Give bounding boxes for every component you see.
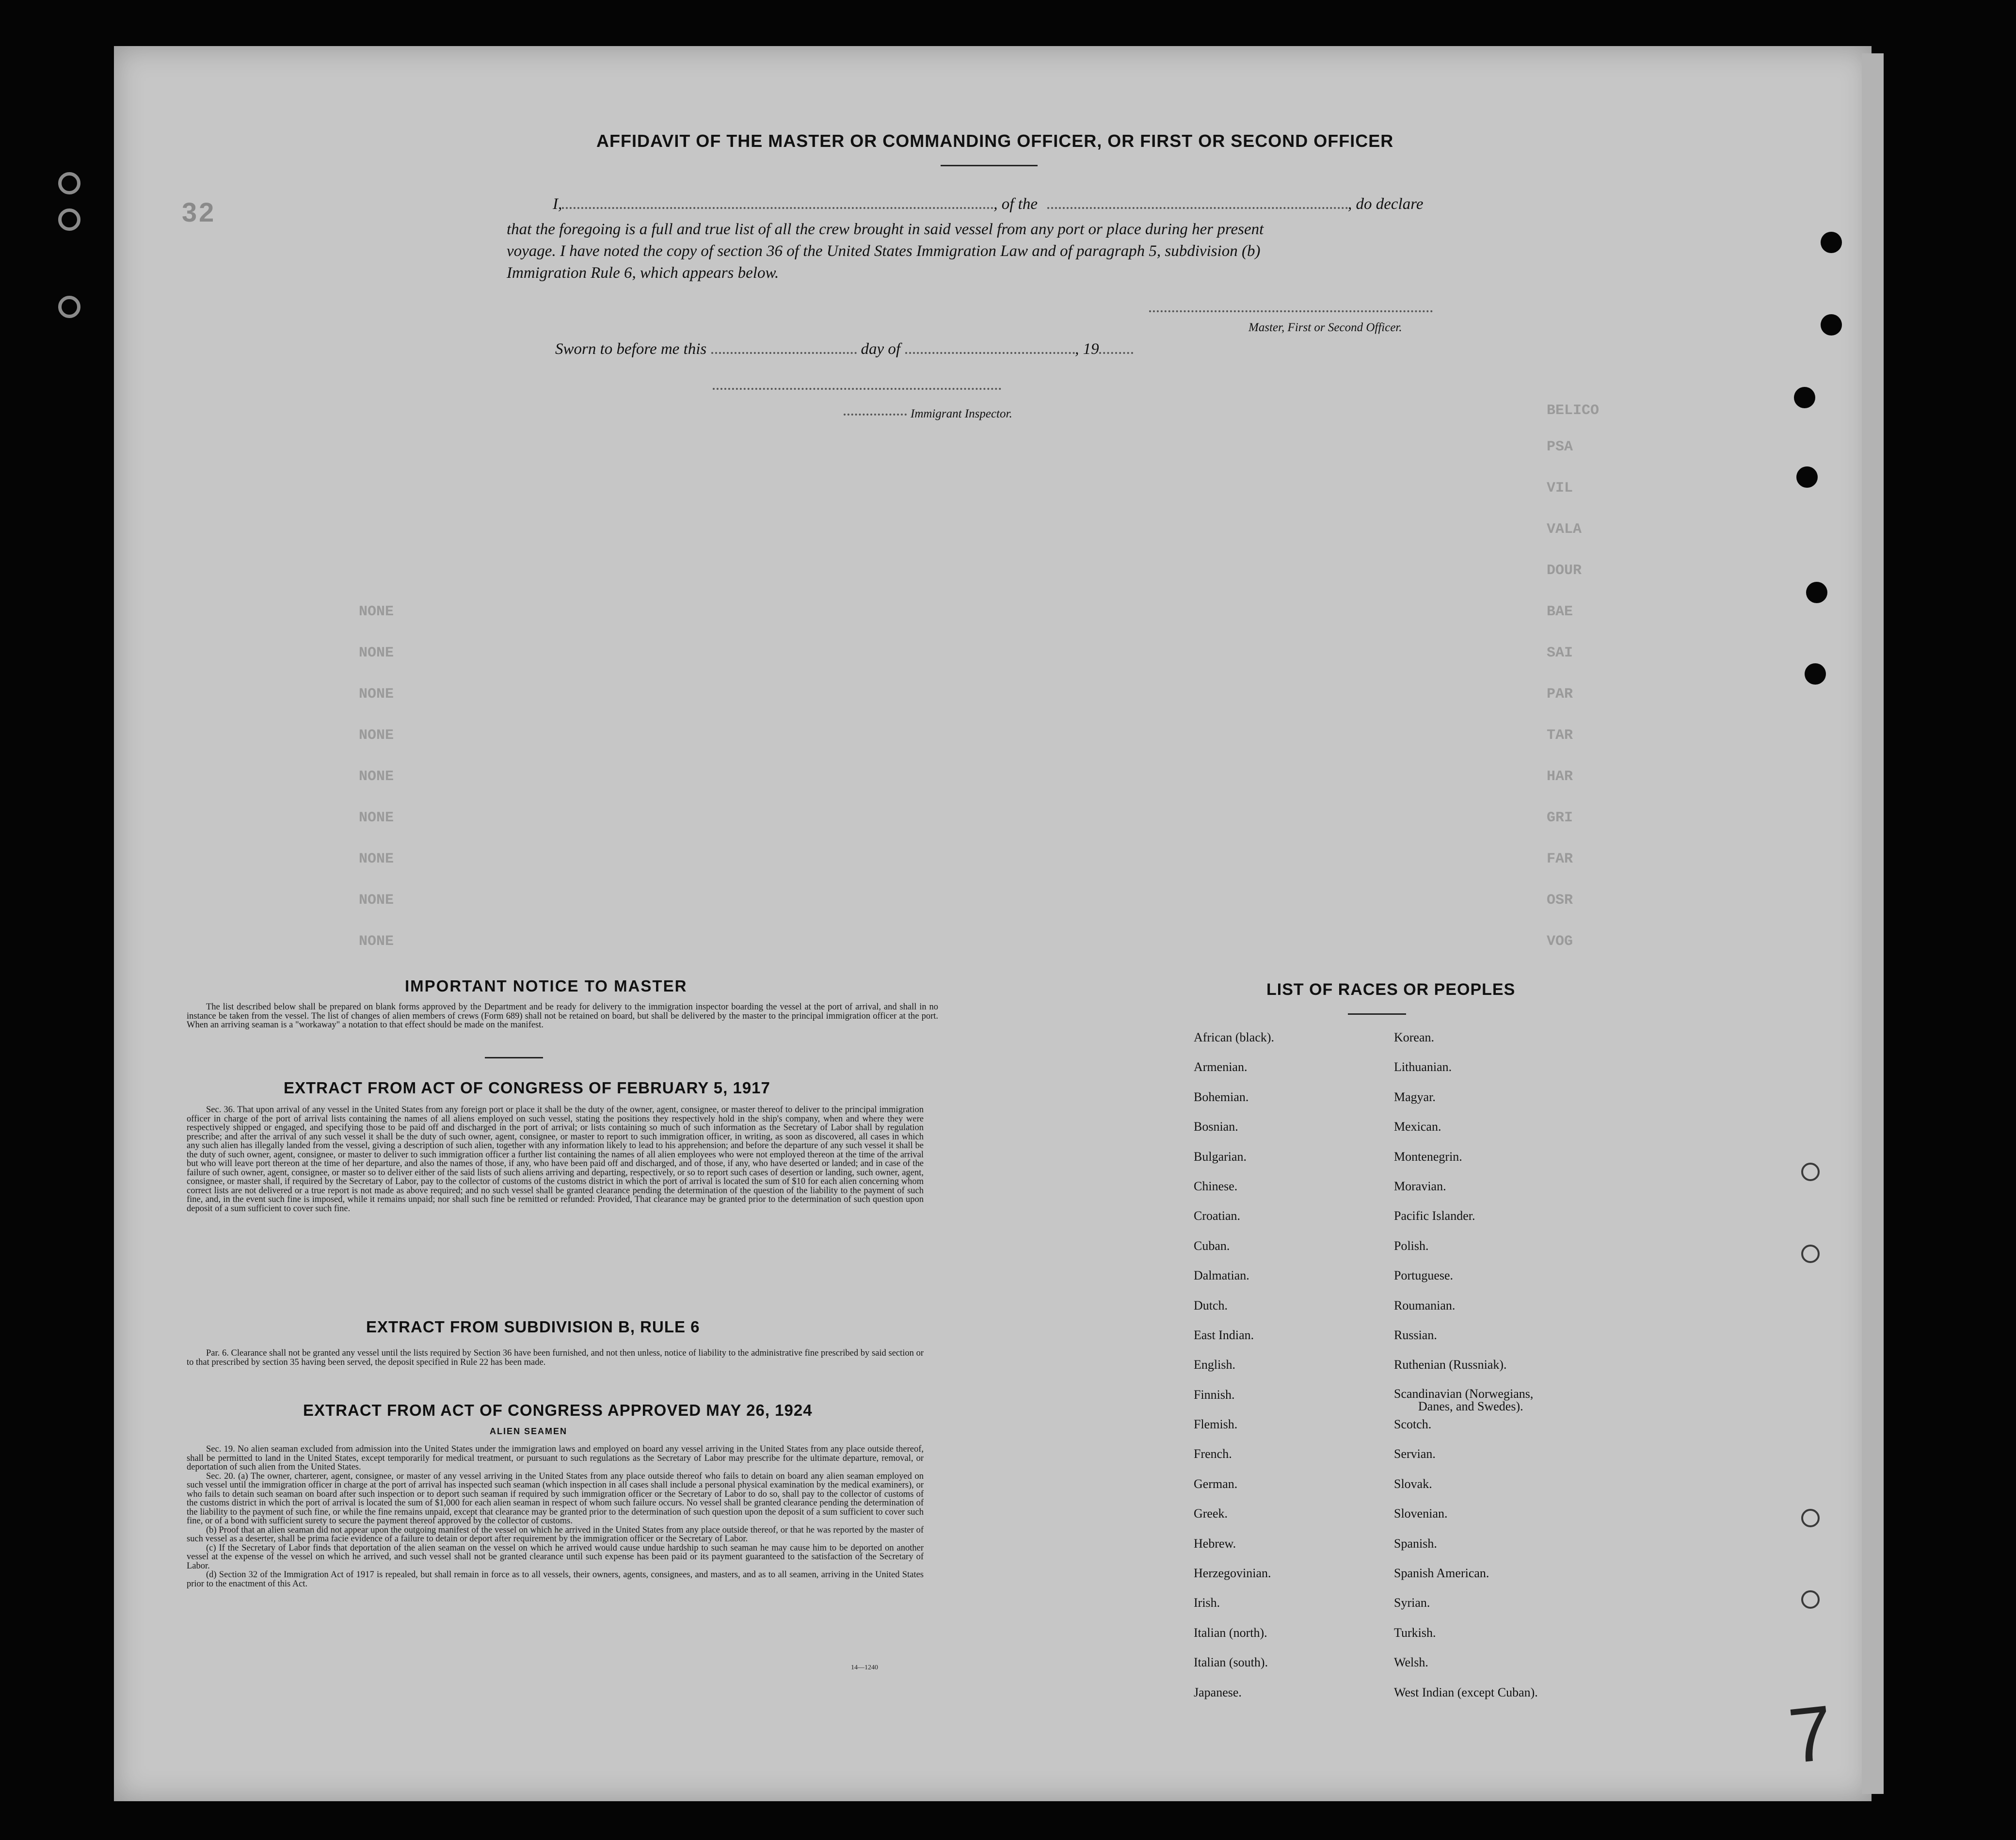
race-item: Korean.: [1394, 1030, 1435, 1044]
race-item: [1394, 1388, 1538, 1417]
punch-hole: [1805, 663, 1826, 685]
inspector-line: [713, 388, 1001, 390]
race-item: Turkish.: [1394, 1625, 1436, 1640]
bleed-through-text: NONE: [359, 892, 394, 909]
race-item-line: Danes, and Swedes).: [1418, 1399, 1523, 1413]
bleed-through-text: TAR: [1547, 727, 1573, 744]
race-item: Italian (north).: [1194, 1625, 1267, 1640]
rule6-body: Par. 6. Clearance shall not be granted any vessel until the lists required by Section 36 have been furnished, and not then unless, notice of liability to the administrative fine prescribed by said section or to that prescribed by section 35 having been served, the deposit specified in Rule 22 has been made.: [187, 1348, 924, 1367]
race-item: Russian.: [1394, 1328, 1437, 1342]
race-item: Bohemian.: [1194, 1089, 1249, 1104]
affidavit-line-2: that the foregoing is a full and true list of all the crew brought in said vessel from any port or place during her present: [507, 221, 1264, 238]
bleed-through-text: VOG: [1547, 933, 1573, 950]
punch-hole: [1806, 582, 1827, 603]
sworn-line: [555, 340, 1133, 358]
extract-1924-title: EXTRACT FROM ACT OF CONGRESS APPROVED MAY 26, 1924: [303, 1401, 813, 1419]
bleed-through-text: GRI: [1547, 810, 1573, 826]
notice-title: IMPORTANT NOTICE TO MASTER: [405, 977, 688, 995]
bleed-through-text: BELICO: [1547, 402, 1600, 419]
race-item: Montenegrin.: [1394, 1149, 1462, 1164]
punch-hole: [1794, 387, 1815, 408]
race-item: Greek.: [1194, 1506, 1228, 1521]
punch-hole: [1821, 232, 1842, 253]
race-item: Dutch.: [1194, 1298, 1228, 1312]
races-rule: [1348, 1013, 1406, 1015]
punch-hole: [1801, 1245, 1820, 1263]
notice-body: The list described below shall be prepared on blank forms approved by the Department and be ready for delivery to the immigration inspector boarding the vessel at the port of arrival, and shall in no instance be taken from the vessel. The list of changes of alien members of crews (Form 689) shall not be retained on board, but shall be delivered by the master to the principal immigration officer at the port. When an arriving seaman is a "workaway" a notation to that effect should be made on the manifest.: [187, 1002, 938, 1030]
day-blank: [711, 352, 857, 354]
race-item: French.: [1194, 1447, 1232, 1461]
race-item: Bosnian.: [1194, 1120, 1238, 1134]
page-edge: [1862, 53, 1884, 1794]
name-blank: [562, 207, 993, 209]
extract-1917-body: Sec. 36. That upon arrival of any vessel in the United States from any foreign port or place it shall be the duty of the owner, agent, consignee, or master thereof to deliver to the principal immigration officer in charge of the port of arrival lists containing the names of all aliens employed on such vessel, stating the positions they respectively hold in the ship's company, when and where they were respectively shipped or engaged, and specifying those to be paid off and discharged in the port of arrival; or lists containing so much of such information as the Secretary of Labor shall by regulation prescribe; and after the arrival of any such vessel it shall be the duty of such owner, agent, consignee, or master to report to such immigration officer, in writing, as soon as discovered, all cases in which any such alien has illegally landed from the vessel, giving a description of such alien, together with any information likely to lead to his apprehension; and before the departure of any such vessel it shall be the duty of such owner, agent, consignee, or master to deliver to such immigration officer a further list containing the names of all alien employees who were not employed thereon at the time of the arrival but who will leave port thereon at the time of her departure, and also the names of those, if any, who have been paid off and discharged, and of those, if any, who have deserted or landed; and in case of the failure of such owner, agent, consignee, or master so to deliver either of the said lists of such aliens arriving and departing, respectively, or so to report such cases of desertion or landing, such owner, agent, consignee, or master shall, if required by the Secretary of Labor, pay to the collector of customs of the customs district in which the port of arrival is located the sum of $10 for each alien concerning whom correct lists are not delivered or a true report is not made as above required; and no such vessel shall be granted clearance pending the determination of the question of the liability to the payment of such fine, and, in the event such fine is imposed, while it remains unpaid; nor shall such fine be remitted or refunded: Provided, That clearance may be granted prior to the determination of such question upon deposit of a sum sufficient to cover such fine.: [187, 1105, 924, 1214]
extract-1924-body: [187, 1445, 924, 1588]
i-label: I,: [553, 195, 562, 213]
bleed-through-text: NONE: [359, 645, 394, 661]
race-item: Dalmatian.: [1194, 1268, 1249, 1283]
do-declare-label: , do declare: [1347, 195, 1424, 213]
races-title: LIST OF RACES OR PEOPLES: [1266, 980, 1516, 999]
race-item: Bulgarian.: [1194, 1149, 1247, 1164]
race-item: Chinese.: [1194, 1179, 1238, 1193]
race-item: Irish.: [1194, 1596, 1220, 1610]
race-item: Magyar.: [1394, 1089, 1436, 1104]
extract-1924-paragraph: (d) Section 32 of the Immigration Act of 1917 is repealed, but shall remain in force as to all vessels, their owners, agents, consignees, and masters, and as to all seamen, arriving in the United States prior to the enactment of this Act.: [187, 1570, 924, 1589]
punch-hole: [1796, 466, 1818, 488]
punch-hole: [1821, 314, 1842, 336]
race-item: West Indian (except Cuban).: [1394, 1685, 1538, 1699]
race-item-line: Scandinavian (Norwegians,: [1394, 1386, 1534, 1401]
race-item: Herzegovinian.: [1194, 1566, 1271, 1581]
page-number-mark: 32: [182, 197, 216, 227]
master-signature-line: [1149, 310, 1433, 312]
race-item: Scotch.: [1394, 1417, 1432, 1432]
race-item: Portuguese.: [1394, 1268, 1454, 1283]
race-item: Slovak.: [1394, 1476, 1432, 1491]
day-of-label: day of: [861, 340, 901, 358]
of-the-label: , of the: [993, 195, 1038, 213]
alien-seamen-subtitle: ALIEN SEAMEN: [490, 1426, 568, 1436]
race-item: Italian (south).: [1194, 1655, 1268, 1670]
race-item: Finnish.: [1194, 1387, 1235, 1402]
punch-hole: [1801, 1509, 1820, 1527]
bleed-through-text: BAE: [1547, 604, 1573, 620]
races-right-column: [1394, 1030, 1538, 1715]
bleed-through-text: NONE: [359, 686, 394, 703]
binder-ring: [58, 296, 80, 318]
bleed-through-text: NONE: [359, 768, 394, 785]
bleed-through-text: DOUR: [1547, 562, 1582, 579]
race-item: Armenian.: [1194, 1060, 1248, 1074]
affidavit-line-1: [553, 195, 1423, 213]
handwritten-page-mark: 7: [1784, 1688, 1837, 1780]
race-item: German.: [1194, 1476, 1238, 1491]
race-item: Japanese.: [1194, 1685, 1242, 1699]
year-blank: [1099, 352, 1133, 354]
sworn-label: Sworn to before me this: [555, 340, 707, 358]
race-item: English.: [1194, 1358, 1235, 1372]
bleed-through-text: PSA: [1547, 439, 1573, 455]
extract-1924-paragraph: Sec. 19. No alien seaman excluded from admission into the United States under the immigration laws and employed on board any vessel arriving in the United States from any place outside thereof, shall be permitted to land in the United States, except temporarily for medical treatment, or pursuant to such regulations as the Secretary of Labor may prescribe for the ultimate departure, removal, or deportation of such alien from the United States.: [187, 1444, 924, 1472]
inspector-blank: [844, 414, 907, 416]
master-signature-label: Master, First or Second Officer.: [1248, 321, 1402, 334]
race-item: Roumanian.: [1394, 1298, 1456, 1312]
bleed-through-text: NONE: [359, 727, 394, 744]
punch-hole: [1801, 1163, 1820, 1181]
affidavit-title: AFFIDAVIT OF THE MASTER OR COMMANDING OFFICER, OR FIRST OR SECOND OFFICER: [596, 131, 1394, 151]
bleed-through-text: OSR: [1547, 892, 1573, 909]
rule6-title: EXTRACT FROM SUBDIVISION B, RULE 6: [366, 1318, 700, 1336]
race-item: Flemish.: [1194, 1417, 1238, 1432]
binder-ring: [58, 208, 80, 231]
extract-1917-title: EXTRACT FROM ACT OF CONGRESS OF FEBRUARY 5, 1917: [284, 1079, 770, 1097]
extract-1924-paragraph: Sec. 20. (a) The owner, charterer, agent, consignee, or master of any vessel arriving in the United States from any place outside thereof who fails to detain on board any alien seaman employed on such vessel until the immigration officer in charge at the port of arrival has inspected such seaman (which inspection in all cases shall include a personal physical examination by the medical examiners), or who fails to detain such seaman on board after such inspection or to deport such seaman if required by such immigration officer or the Secretary of Labor to do so, shall pay to the collector of customs of the customs district in which the port of arrival is located the sum of $1,000 for each alien seaman in respect of whom such failure occurs. No vessel shall be granted clearance pending the determination of the liability to the payment of such fine, or while the fine remains unpaid, except that clearance may be granted prior to the determination of such question upon the deposit of a sum sufficient to cover such fine, or of a bond with sufficient surety to secure the payment thereof approved by the collector of customs.: [187, 1471, 924, 1526]
race-item: Hebrew.: [1194, 1536, 1236, 1551]
race-item: Spanish.: [1394, 1536, 1437, 1551]
form-code: 14—1240: [851, 1664, 878, 1671]
affidavit-line-4: Immigration Rule 6, which appears below.: [507, 264, 779, 282]
race-item: Slovenian.: [1394, 1506, 1448, 1521]
bleed-through-text: VIL: [1547, 480, 1573, 496]
race-item: Cuban.: [1194, 1238, 1230, 1253]
bleed-through-text: HAR: [1547, 768, 1573, 785]
race-item: Welsh.: [1394, 1655, 1428, 1670]
race-item: Lithuanian.: [1394, 1060, 1452, 1074]
race-item: Mexican.: [1394, 1120, 1441, 1134]
inspector-text: Immigrant Inspector.: [911, 407, 1012, 420]
section-rule: [485, 1057, 543, 1058]
affidavit-line-3: voyage. I have noted the copy of section 36 of the United States Immigration Law and of paragraph 5, subdivision (b): [507, 242, 1261, 260]
year-label: , 19: [1075, 340, 1099, 358]
bleed-through-text: NONE: [359, 933, 394, 950]
race-item: Syrian.: [1394, 1596, 1430, 1610]
punch-hole: [1801, 1590, 1820, 1609]
bleed-through-text: VALA: [1547, 521, 1582, 538]
extract-1924-paragraph: (b) Proof that an alien seaman did not appear upon the outgoing manifest of the vessel on which he arrived in the United States from any place outside thereof, or that he was reported by the master of such vessel as a deserter, shall be prima facie evidence of a failure to detain or deport after requirement by the immigration officer or the Secretary of Labor.: [187, 1525, 924, 1544]
bleed-through-text: NONE: [359, 604, 394, 620]
binder-ring: [58, 172, 80, 194]
extract-1924-paragraph: (c) If the Secretary of Labor finds that deportation of the alien seaman on the vessel on which he arrived would cause undue hardship to such seaman he may cause him to be deported on another vessel at the expense of the vessel on which he arrived, and such vessel shall not be granted clearance until such expense has been paid or its payment guaranteed to the satisfaction of the Secretary of Labor.: [187, 1543, 924, 1571]
bleed-through-text: NONE: [359, 810, 394, 826]
bleed-through-text: SAI: [1547, 645, 1573, 661]
bleed-through-text: PAR: [1547, 686, 1573, 703]
bleed-through-text: NONE: [359, 851, 394, 867]
inspector-label: [844, 407, 1012, 421]
race-item: Spanish American.: [1394, 1566, 1489, 1581]
race-item: Pacific Islander.: [1394, 1209, 1475, 1223]
bleed-through-text: FAR: [1547, 851, 1573, 867]
title-rule: [941, 165, 1038, 166]
race-item: Servian.: [1394, 1447, 1436, 1461]
vessel-blank: [1047, 207, 1348, 209]
race-item: Polish.: [1394, 1238, 1429, 1253]
race-item: Ruthenian (Russniak).: [1394, 1358, 1507, 1372]
race-item: East Indian.: [1194, 1328, 1254, 1342]
race-item: Moravian.: [1394, 1179, 1446, 1193]
month-blank: [905, 352, 1075, 354]
race-item: Croatian.: [1194, 1209, 1241, 1223]
race-item: African (black).: [1194, 1030, 1275, 1044]
races-left-column: [1194, 1030, 1274, 1715]
